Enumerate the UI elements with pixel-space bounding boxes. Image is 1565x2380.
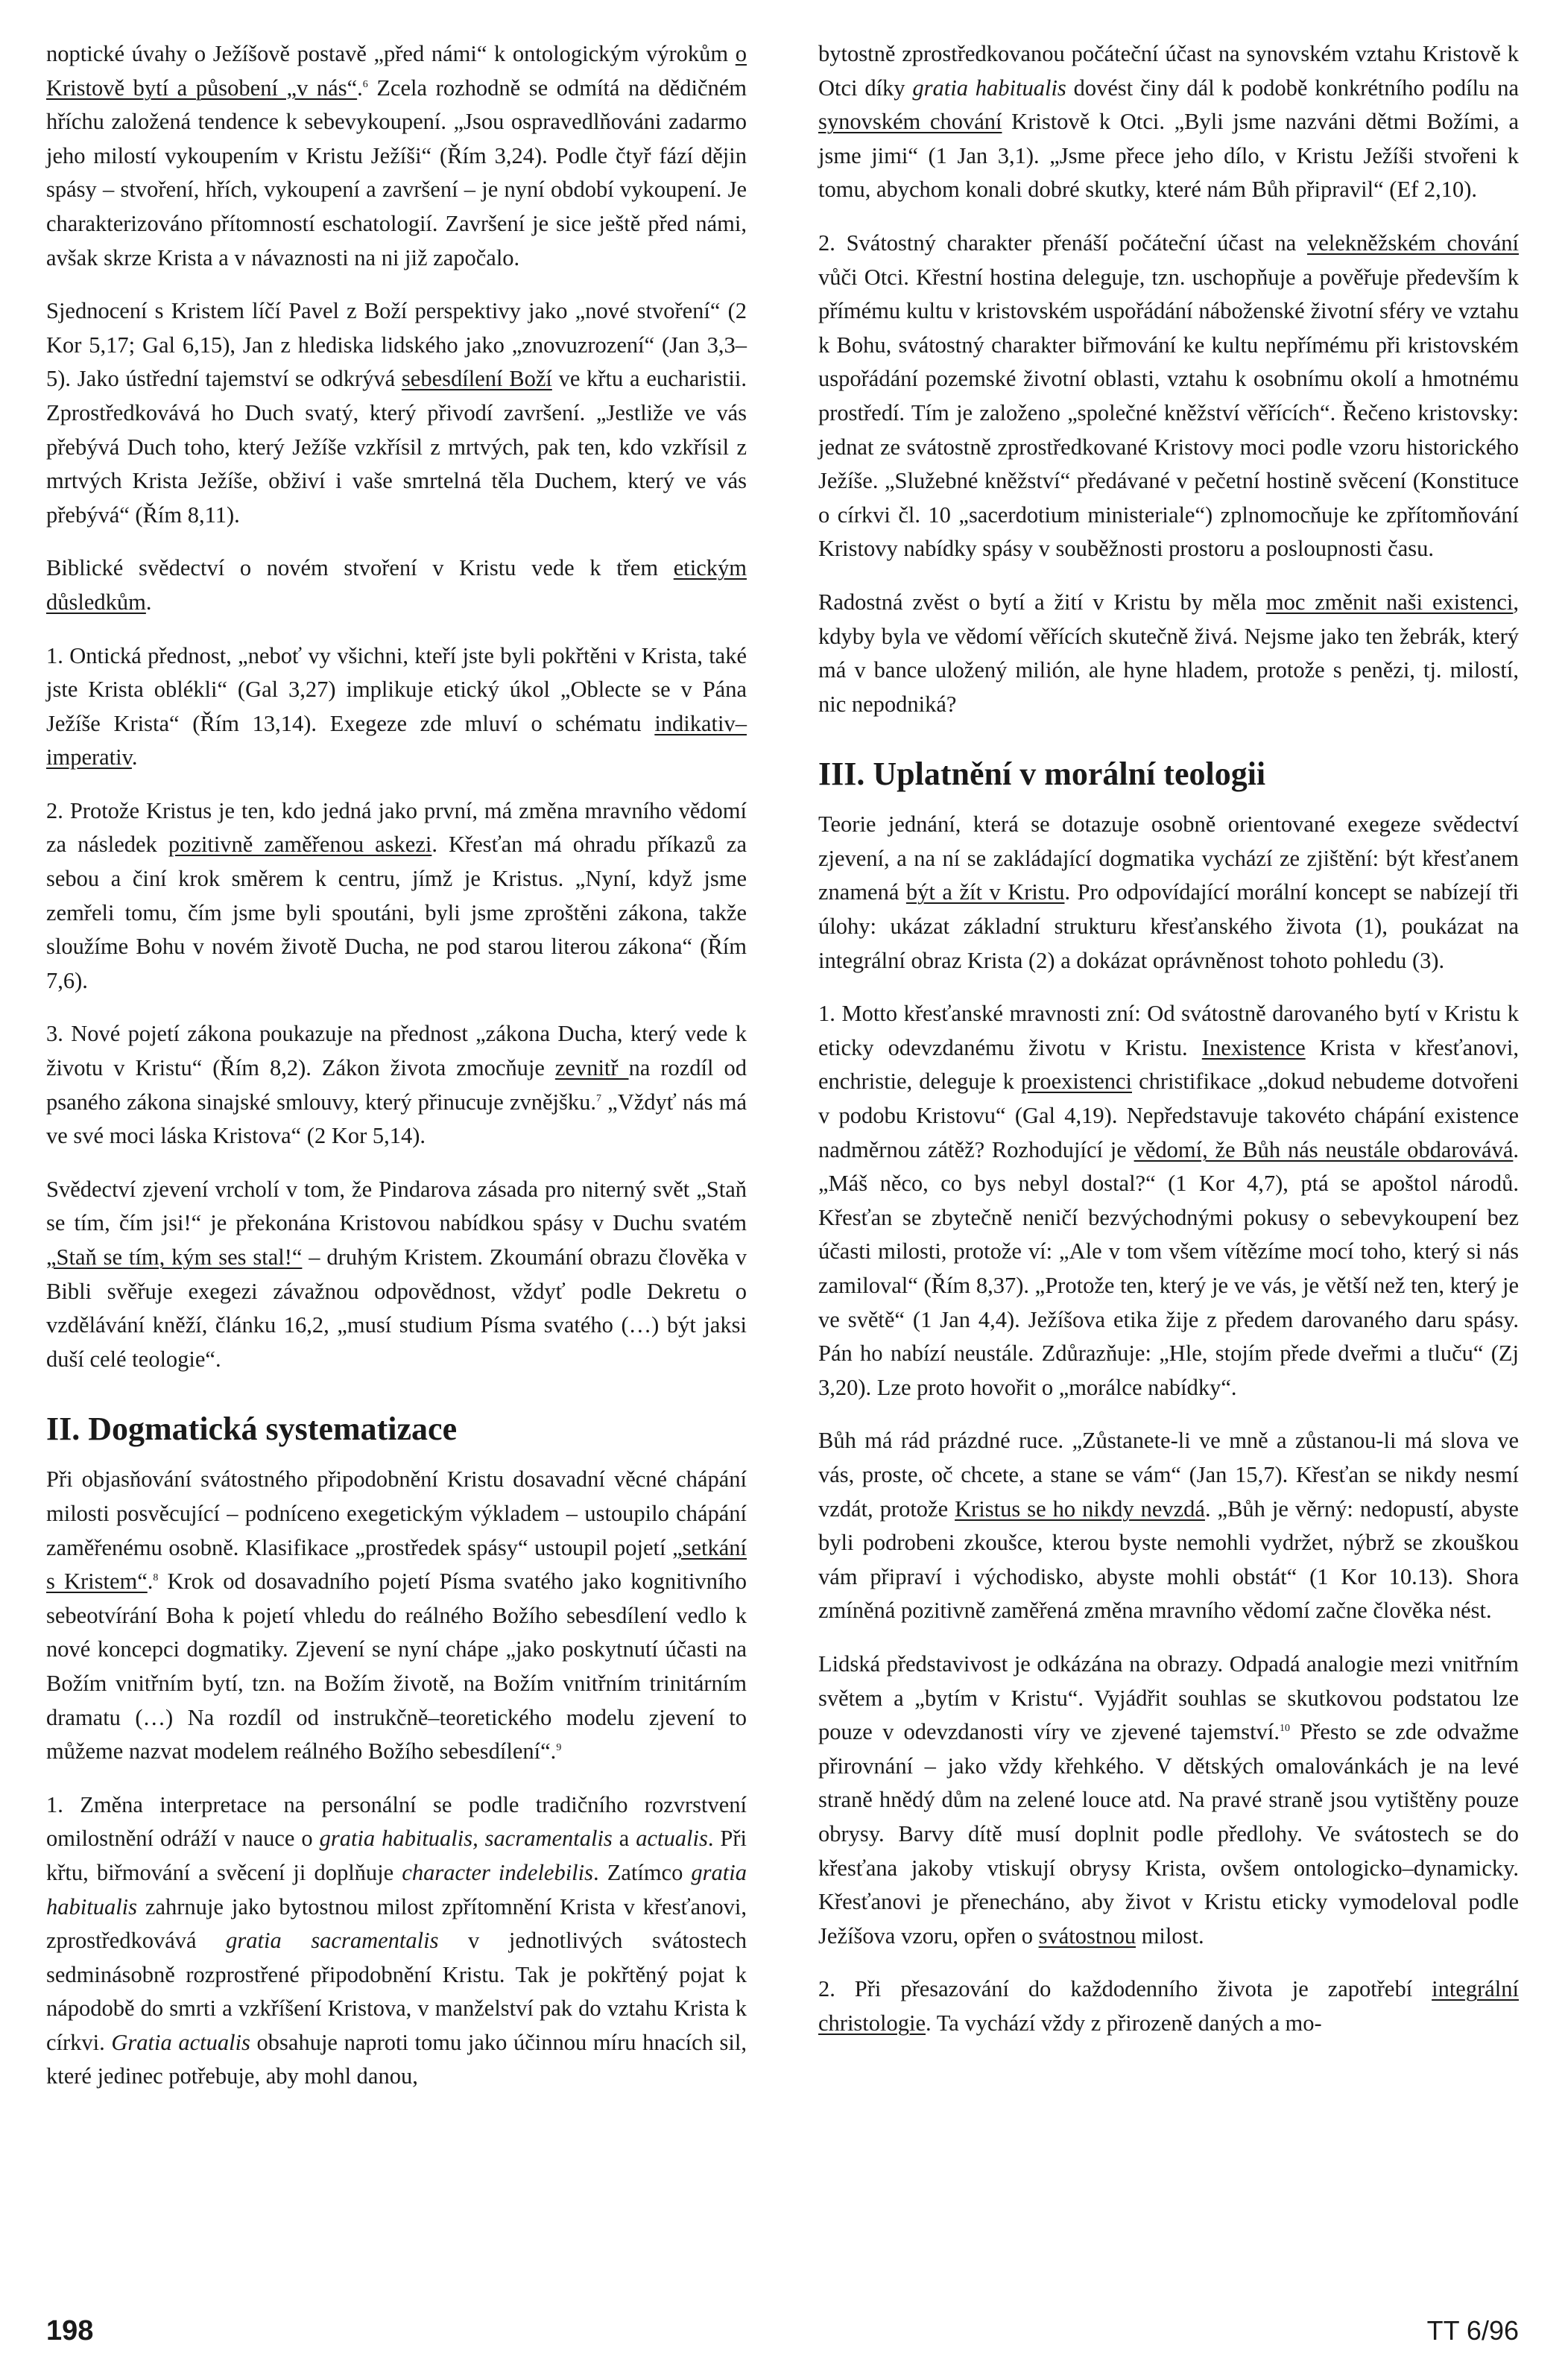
paragraph: 2. Svátostný charakter přenáší počáteční účast na velekněžském chování vůči Otci. Křestní hostina deleguje, tzn. uschopňuje a pověřuje především k přímému kultu v kristovském uspořádání náboženské životní sféry ve vztahu k Bohu, svátostný charakter biřmování ke kultu nepřímému při kristovském uspořádání pozemské životní oblasti, vztahu k osobnímu okolí a hmotnému prostředí. Tím je založeno „společné kněžství věřících“. Řečeno kristovsky: jednat ze svátostně zprostředkované Kristovy moci podle vzoru historického Ježíše. „Služebné kněžství“ předávané v pečetní hostině svěcení (Konstituce o církvi čl. 10 „sacerdotium ministeriale“) zplnomocňuje ke zpřítomňování Kristovy nabídky spásy v souběžnosti prostoru a posloupnosti času.	[818, 230, 1519, 562]
page-number: 198	[46, 2315, 94, 2346]
section-heading: II. Dogmatická systematizace	[46, 1411, 458, 1448]
underlined-term: pozitivně zaměřenou askezi	[168, 832, 432, 858]
underlined-term: synovském chování	[818, 109, 1002, 135]
underlined-term: etickým důsledkům	[46, 555, 747, 615]
issue-label: TT 6/96	[1426, 2315, 1519, 2346]
underlined-term: o Kristově bytí a působení „v nás“	[46, 41, 747, 101]
underlined-term: „Staň se tím, kým ses stal!“	[46, 1244, 303, 1270]
italic-term: actualis	[636, 1826, 708, 1852]
underlined-term: indikativ–imperativ	[46, 710, 747, 770]
footnote-marker: 9	[556, 1741, 562, 1753]
underlined-term: „setkání s Kristem“	[46, 1534, 747, 1595]
underlined-term: svátostnou	[1038, 1922, 1136, 1949]
footnote-marker: 10	[1279, 1722, 1290, 1734]
right-column	[818, 37, 1519, 2060]
paragraph: Sjednocení s Kristem líčí Pavel z Boží perspektivy jako „nové stvoření“ (2 Kor 5,17; Gal 6,15), Jan z hlediska lidského jako „znovuzrození“ (Jan 3,3–5). Jako ústřední tajemství se odkrývá sebesdílení Boží ve křtu a eucharistii. Zprostředkovává ho Duch svatý, který přivodí završení. „Jestliže ve vás přebývá Duch toho, který Ježíše vzkřísil z mrtvých, pak ten, kdo vzkřísil z mrtvých Krista Ježíše, obživí i vaše smrtelná těla Duchem, který ve vás přebývá“ (Řím 8,11).	[46, 298, 747, 528]
section-heading: III. Uplatnění v morální teologii	[818, 756, 1266, 793]
italic-term: gratia habitualis, sacramentalis	[319, 1826, 613, 1852]
paragraph: 1. Ontická přednost, „neboť vy všichni, kteří jste byli pokřtěni v Krista, také jste Krista oblékli“ (Gal 3,27) implikuje etický úkol „Oblecte se v Pána Ježíše Krista“ (Řím 13,14). Exegeze zde mluví o schématu indikativ–imperativ.	[46, 642, 747, 770]
paragraph: 3. Nové pojetí zákona poukazuje na přednost „zákona Ducha, který vede k životu v Kristu“ (Řím 8,2). Zákon života zmocňuje zevnitř na rozdíl od psaného zákona sinajské smlouvy, který přinucuje zvnějšku.$^7$ „Vždyť nás má ve své moci láska Kristova“ (2 Kor 5,14).	[46, 1021, 747, 1149]
paragraph: noptické úvahy o Ježíšově postavě „před námi“ k ontologickým výrokům o Kristově bytí a působení „v nás“.$^6$ Zcela rozhodně se odmítá na dědičném hříchu založená tendence k sebevykoupení. „Jsou ospravedlňováni zadarmo jeho milostí vykoupením v Kristu Ježíši“ (Řím 3,24). Podle čtyř fází dějin spásy – stvoření, hřích, vykoupení a završení – je nyní období vykoupení. Je charakterizováno přítomností eschatologií. Završení je sice ještě před námi, avšak skrze Krista a v návaznosti na ni již započalo.	[46, 41, 747, 270]
paragraph: Lidská představivost je odkázána na obrazy. Odpadá analogie mezi vnitřním světem a „bytím v Kristu“. Vyjádřit souhlas se skutkovou podstatou lze pouze v odevzdanosti víry ve zjevené tajemství.$^{10}$ Přesto se zde odvažme přirovnání – jako vždy křehkého. V dětských omalovánkách je na levé straně hnědý dům na zelené louce atd. Na pravé straně jsou vytištěny pouze obrysy. Barvy dítě musí doplnit podle předlohy. Ve svátostech se do křesťana jakoby vtiskují obrysy Krista, ovšem ontologicko–dynamicky. Křesťanovi je přenecháno, aby život v Kristu eticky vymodeloval podle Ježíšova vzoru, opřen o svátostnou milost.	[818, 1651, 1519, 1949]
left-column	[46, 37, 747, 2113]
paragraph: bytostně zprostředkovanou počáteční účast na synovském vztahu Kristově k Otci díky gratia habitualis dovést činy dál k podobě konkrétního podílu na synovském chování Kristově k Otci. „Byli jsme nazváni dětmi Božími, a jsme jimi“ (1 Jan 3,1). „Jsme přece jeho dílo, v Kristu Ježíši stvořeni k tomu, abychom konali dobré skutky, které nám Bůh připravil“ (Ef 2,10).	[818, 41, 1519, 203]
paragraph: 2. Při přesazování do každodenního života je zapotřebí integrální christologie. Ta vychází vždy z přirozeně daných a mo-	[818, 1976, 1519, 2036]
italic-term: gratia habitualis	[46, 1859, 747, 1919]
footnote-marker: 6	[362, 78, 368, 90]
underlined-term: moc změnit naši existenci	[1265, 589, 1514, 615]
italic-term: gratia habitualis	[912, 75, 1066, 101]
paragraph: Bůh má rád prázdné ruce. „Zůstanete-li ve mně a zůstanou-li má slova ve vás, proste, oč chcete, a stane se vám“ (Jan 15,7). Křesťan se nikdy nesmí vzdát, protože Kristus se ho nikdy nevzdá. „Bůh je věrný: nedopustí, abyste byli podrobeni zkoušce, kterou byste nemohli vydržet, nýbrž se zkouškou vám připraví i východisko, abyste mohli obstát“ (1 Kor 10.13). Shora zmíněná pozitivně zaměřená změna mravního vědomí začne člověka nést.	[818, 1428, 1519, 1624]
paragraph: Biblické svědectví o novém stvoření v Kristu vede k třem etickým důsledkům.	[46, 555, 747, 615]
paragraph: Při objasňování svátostného připodobnění Kristu dosavadní věcné chápání milosti posvěcující – podníceno exegetickým výkladem – ustoupilo chápání zaměřenému osobně. Klasifikace „prostředek spásy“ ustoupil pojetí „setkání s Kristem“.$^8$ Krok od dosavadního pojetí Písma svatého jako kognitivního sebeotvírání Boha k pojetí vhledu do reálného Božího sebesdílení vedlo k nové koncepci dogmatiky. Zjevení se nyní chápe „jako poskytnutí účasti na Božím vnitřním bytí, tzn. na Božím životě, na Božím vnitřním trinitárním dramatu (…) Na rozdíl od instrukčně–teoretického modelu zjevení to můžeme nazvat modelem reálného Božího sebesdílení“.$^9$	[46, 1466, 747, 1765]
paragraph: Teorie jednání, která se dotazuje osobně orientované exegeze svědectví zjevení, a na ní se zakládající dogmatika vychází ze zjištění: být křesťanem znamená být a žít v Kristu. Pro odpovídající morální koncept se nabízejí tři úlohy: ukázat základní strukturu křesťanského života (1), poukázat na integrální obraz Krista (2) a dokázat oprávněnost tohoto pohledu (3).	[818, 811, 1519, 973]
paragraph: 2. Protože Kristus je ten, kdo jedná jako první, má změna mravního vědomí za následek pozitivně zaměřenou askezi. Křesťan má ohradu příkazů za sebou a činí krok směrem k centru, jímž je Kristus. „Nyní, když jsme zemřeli tomu, čím jsme byli spoutáni, byli jsme zproštěni zákona, takže sloužíme Bohu v novém životě Ducha, ne pod starou literou zákona“ (Řím 7,6).	[46, 797, 747, 993]
underlined-term: sebesdílení Boží	[401, 366, 552, 392]
underlined-term: velekněžském chování	[1306, 230, 1519, 256]
underlined-term: integrální christologie	[818, 1976, 1519, 2036]
italic-term: gratia sacramentalis	[226, 1928, 439, 1954]
italic-term: character indelebilis	[402, 1859, 593, 1885]
paragraph: Radostná zvěst o bytí a žití v Kristu by měla moc změnit naši existenci, kdyby byla ve vědomí věřících skutečně živá. Nejsme jako ten žebrák, který má v bance uložený milión, ale hyne hladem, protože s penězi, tj. milostí, nic nepodniká?	[818, 589, 1519, 717]
paragraph: 1. Motto křesťanské mravnosti zní: Od svátostně darovaného bytí v Kristu k eticky odevzdanému životu v Kristu. Inexistence Krista v křesťanovi, enchristie, deleguje k proexistenci christifikace „dokud nebudeme dotvořeni v podobu Kristovu“ (Gal 4,19). Nepředstavuje takovéto chápání existence nadměrnou zátěž? Rozhodující je vědomí, že Bůh nás neustále obdarovává. „Máš něco, co bys nebyl dostal?“ (1 Kor 4,7), ptá se apoštol národů. Křesťan se zbytečně neničí bezvýchodnými pokusy o sebevykoupení bez účasti milosti, protože ví: „Ale v tom všem vítězíme mocí toho, který si nás zamiloval“ (Řím 8,37). „Protože ten, který je ve vás, je větší než ten, který je ve světě“ (1 Jan 4,4). Ježíšova etika žije z předem darovaného daru spásy. Pán ho nabízí neustále. Zdůrazňuje: „Hle, stojím přede dveřmi a tluču“ (Zj 3,20). Lze proto hovořit o „morálce nabídky“.	[818, 1001, 1519, 1400]
footnote-marker: 8	[153, 1572, 159, 1583]
underlined-term: proexistenci	[1020, 1069, 1132, 1095]
underlined-term: vědomí, že Bůh nás neustále obdarovává	[1134, 1136, 1514, 1162]
paragraph: 1. Změna interpretace na personální se podle tradičního rozvrstvení omilostnění odráží v nauce o gratia habitualis, sacramentalis a actualis. Při křtu, biřmování a svěcení ji doplňuje character indelebilis. Zatímco gratia habitualis zahrnuje jako bytostnou milost zpřítomnění Krista v křesťanovi, zprostředkovává gratia sacramentalis v jednotlivých svátostech sedminásobně rozprostřené připodobnění Kristu. Tak je pokřtěný pojat k nápodobě do smrti a vzkříšení Kristova, v manželství pak do vztahu Krista k církvi. Gratia actualis obsahuje naproti tomu jako účinnou míru hnacích sil, které jedinec potřebuje, aby mohl danou,	[46, 1791, 747, 2089]
underlined-term: Inexistence	[1201, 1034, 1306, 1060]
underlined-term: Kristus se ho nikdy nevzdá	[955, 1496, 1205, 1522]
paragraph: Svědectví zjevení vrcholí v tom, že Pindarova zásada pro niterný svět „Staň se tím, čím jsi!“ je překonána Kristovou nabídkou spásy v Duchu svatém „Staň se tím, kým ses stal!“ – druhým Kristem. Zkoumání obrazu člověka v Bibli svěřuje exegezi závažnou odpovědnost, vždyť podle Dekretu o vzdělávání kněží, článku 16,2, „musí studium Písma svatého (…) být jaksi duší celé teologie“.	[46, 1176, 747, 1372]
underlined-term: zevnitř	[554, 1055, 629, 1081]
underlined-term: být a žít v Kristu	[905, 879, 1065, 905]
footnote-marker: 7	[596, 1092, 602, 1104]
italic-term: Gratia actualis	[111, 2029, 250, 2055]
